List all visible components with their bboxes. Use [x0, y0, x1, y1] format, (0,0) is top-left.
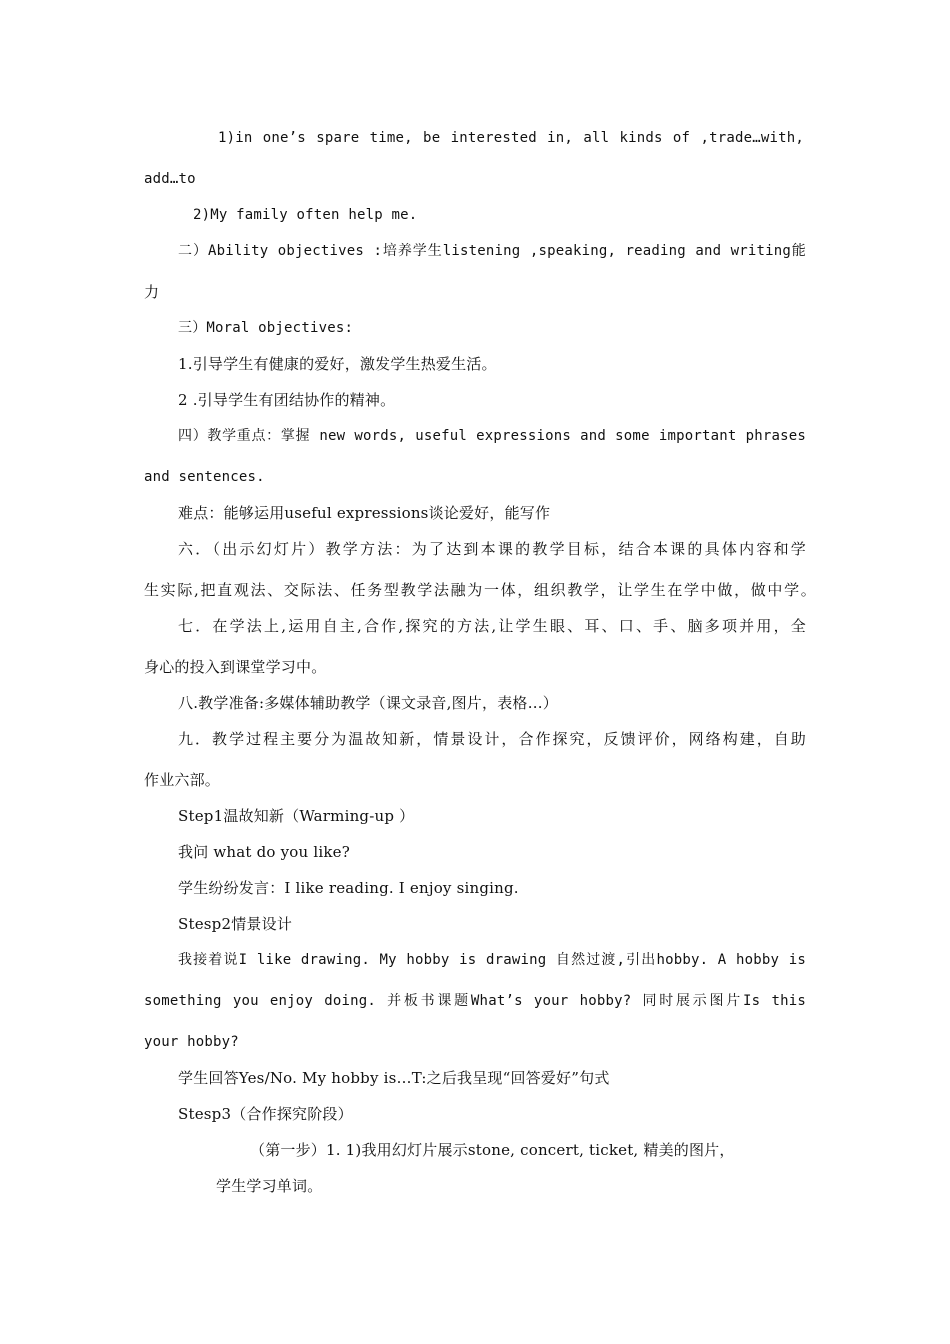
text-line: 九．教学过程主要分为温故知新，情景设计，合作探究，反馈评价，网络构建，自助: [178, 730, 806, 748]
text-line: 1)in one’s spare time, be interested in, all kinds of ,trade…with,: [218, 130, 804, 146]
text-line: 我接着说I like drawing. My hobby is drawing 自然过渡,引出hobby. A hobby is: [178, 952, 806, 968]
text-line: 二）Ability objectives :培养学生listening ,speaking, reading and writing能: [178, 243, 806, 259]
text-line: something you enjoy doing. 并板书课题What’s your hobby? 同时展示图片Is this: [144, 993, 806, 1009]
text-line: 六．（出示幻灯片）教学方法：为了达到本课的教学目标，结合本课的具体内容和学: [178, 540, 806, 558]
text-line: 作业六部。: [144, 771, 221, 789]
text-line: 三）Moral objectives:: [178, 320, 354, 336]
text-line: add…to: [144, 171, 196, 187]
text-line: 学生纷纷发言：I like reading. I enjoy singing.: [178, 879, 519, 897]
text-line: 七．在学法上,运用自主,合作,探究的方法,让学生眼、耳、口、手、脑多项并用，全: [178, 617, 806, 635]
text-line: 四）教学重点：掌握 new words, useful expressions and some important phrases: [178, 428, 806, 444]
text-line: 2 .引导学生有团结协作的精神。: [178, 391, 396, 409]
text-line: 难点：能够运用useful expressions谈论爱好，能写作: [178, 504, 551, 522]
text-line: 学生学习单词。: [216, 1177, 323, 1195]
text-line: 2)My family often help me.: [193, 207, 418, 223]
text-line: 生实际,把直观法、交际法、任务型教学法融为一体，组织教学，让学生在学中做，做中学。: [144, 581, 816, 599]
text-line: （第一步）1. 1)我用幻灯片展示stone, concert, ticket, 精美的图片，: [250, 1141, 735, 1159]
text-line: Stesp2情景设计: [178, 915, 293, 933]
text-line: 1.引导学生有健康的爱好，激发学生热爱生活。: [178, 355, 497, 373]
text-line: 身心的投入到课堂学习中。: [144, 658, 327, 676]
text-line: 力: [144, 283, 160, 301]
text-line: 我问 what do you like?: [178, 843, 350, 861]
text-line: 八.教学准备:多媒体辅助教学（课文录音,图片，表格…）: [178, 694, 558, 712]
text-line: your hobby?: [144, 1034, 239, 1050]
text-line: Stesp3（合作探究阶段）: [178, 1105, 353, 1123]
text-line: 学生回答Yes/No. My hobby is…T:之后我呈现“回答爱好”句式: [178, 1069, 610, 1087]
text-line: and sentences.: [144, 469, 265, 485]
text-line: Step1温故知新（Warming-up ）: [178, 807, 415, 825]
